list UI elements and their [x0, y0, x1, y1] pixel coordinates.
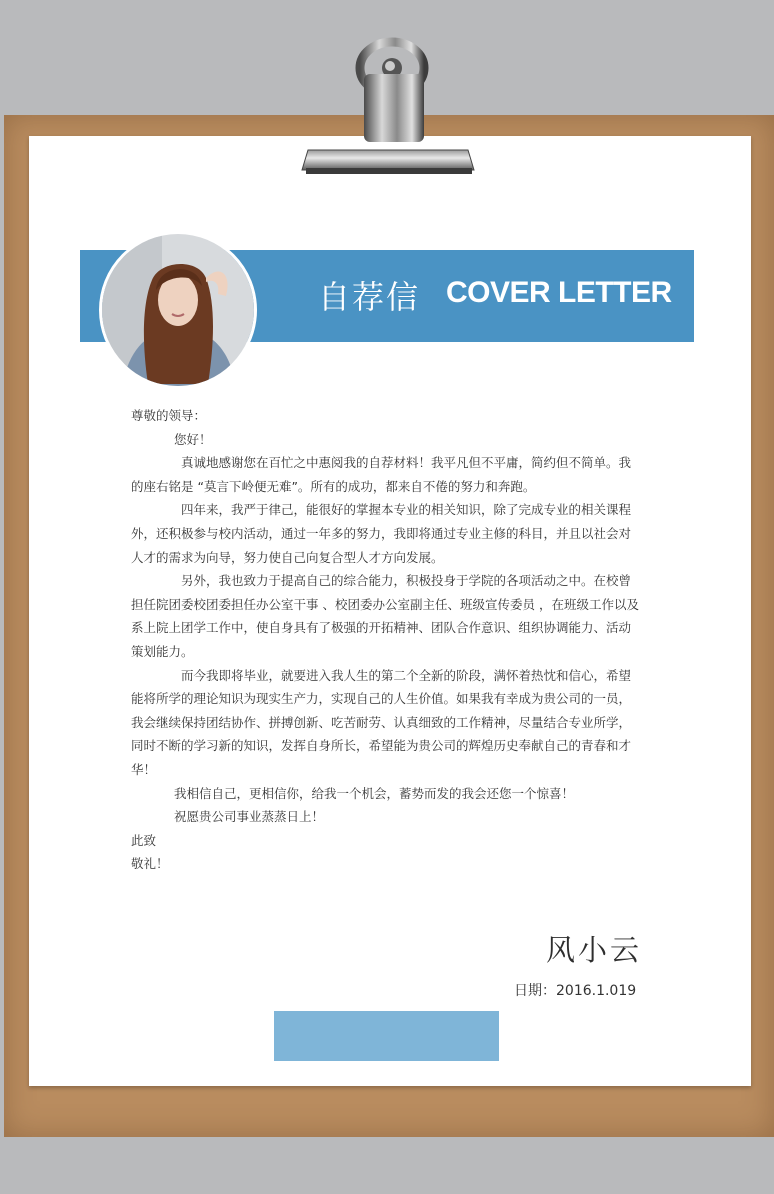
paragraph-5: 我相信自己，更相信你，给我一个机会，蓄势而发的我会还您一个惊喜！	[174, 785, 575, 801]
letter-body	[131, 404, 643, 876]
closing-line-2: 敬礼！	[131, 856, 169, 872]
paragraph-6: 祝愿贵公司事业蒸蒸日上！	[174, 809, 325, 825]
binder-clip-icon	[296, 22, 480, 178]
salutation: 尊敬的领导：	[131, 408, 207, 423]
title-english: COVER LETTER	[446, 276, 672, 309]
paragraph-1: 真诚地感谢您在百忙之中惠阅我的自荐材料！我平凡但不平庸，简约但不简单。我的座右铭是 “莫言下岭便无难”。所有的成功，都来自不倦的努力和奔跑。	[131, 455, 632, 494]
portrait-image-icon	[102, 234, 254, 386]
paragraph-4: 而今我即将毕业，就要进入我人生的第二个全新的阶段，满怀着热忱和信心，希望能将所学的理论知识为现实生产力，实现自己的人生价值。如果我有幸成为贵公司的一员，我会继续保持团结协作、拼搏创新、吃苦耐劳、认真细致的工作精神，尽量结合专业所学，同时不断的学习新的知识，发挥自身所长，希望能为贵公司的辉煌历史奉献自己的青春和才华！	[131, 667, 632, 777]
signature-name: 风小云	[546, 933, 643, 967]
bottom-color-block	[274, 1011, 499, 1061]
profile-photo	[99, 231, 257, 389]
title-chinese: 自荐信	[318, 278, 421, 316]
greeting: 您好！	[174, 431, 212, 447]
paragraph-3: 另外，我也致力于提高自己的综合能力，积极投身于学院的各项活动之中。在校曾担任院团委校团委担任办公室干事 、校团委办公室副主任、班级宣传委员 ，在班级工作以及系上院上团学工作中，使自身具有了极强的开拓精神、团队合作意识、组织协调能力、活动策划能力。	[131, 573, 639, 659]
signature-date: 日期：2016.1.019	[514, 983, 637, 999]
closing-line-1: 此致	[131, 832, 157, 848]
paragraph-2: 四年来，我严于律己，能很好的掌握本专业的相关知识，除了完成专业的相关课程外，还积极参与校内活动，通过一年多的努力，我即将通过专业主修的科目，并且以社会对人才的需求为向导，努力使自己向复合型人才方向发展。	[131, 502, 632, 565]
